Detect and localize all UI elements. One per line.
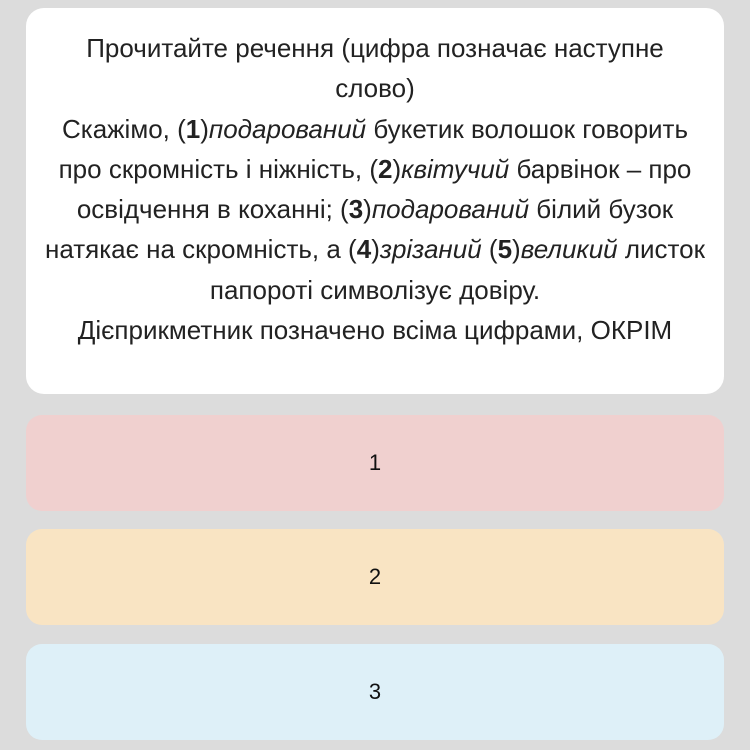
- answer-option-3[interactable]: [26, 644, 724, 740]
- marked-word-1: подарований: [208, 113, 367, 144]
- sentence-text: (: [481, 234, 498, 265]
- sentence-text: барвінок – про освідчення в коханні; (: [76, 153, 692, 225]
- question-card: [26, 8, 724, 394]
- marked-word-5: великий: [520, 234, 618, 265]
- marked-word-2: квітучий: [401, 153, 510, 184]
- marked-word-3: подарований: [371, 194, 530, 225]
- answer-option-2[interactable]: [26, 529, 724, 625]
- answer-option-1[interactable]: [26, 415, 724, 511]
- marker-4: 4: [356, 234, 372, 265]
- question-sentence: [44, 109, 706, 310]
- question-prompt: Дієприкметник позначено всіма цифрами, ОКРІМ: [77, 315, 673, 346]
- marker-3: 3: [348, 194, 364, 225]
- sentence-text: ): [392, 153, 402, 184]
- marked-word-4: зрізаний: [379, 234, 482, 265]
- sentence-text: ): [363, 194, 372, 225]
- sentence-text: ): [512, 234, 521, 265]
- answer-option-label: 1: [368, 450, 382, 475]
- sentence-text: білий бузок натякає на скромність, а (: [44, 194, 674, 265]
- answer-option-label: 3: [368, 679, 382, 704]
- marker-2: 2: [378, 153, 393, 184]
- question-intro: Прочитайте речення (цифра позначає наступне слово): [86, 33, 664, 104]
- marker-1: 1: [185, 113, 201, 144]
- sentence-text: букетик волошок говорить про скромність і ніжність, (: [58, 113, 689, 184]
- sentence-text: ): [371, 234, 380, 265]
- marker-5: 5: [497, 234, 513, 265]
- sentence-text: листок папороті символізує довіру.: [209, 234, 705, 305]
- answer-option-label: 2: [368, 564, 382, 589]
- sentence-text: ): [200, 113, 209, 144]
- sentence-text: Скажімо, (: [61, 113, 186, 144]
